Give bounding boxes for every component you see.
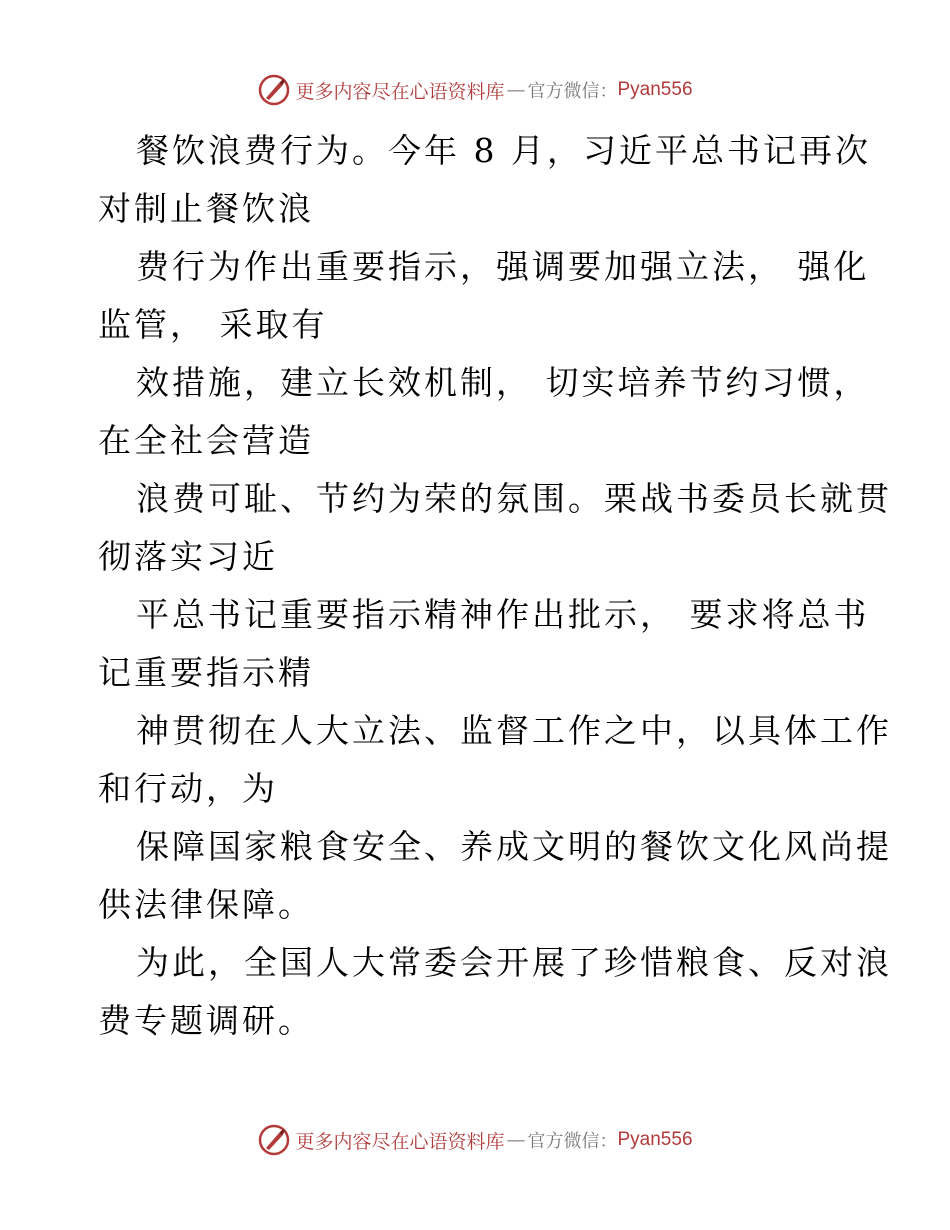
- body-line: 和行动，为: [98, 769, 278, 808]
- body-line: 费行为作出重要指示，强调要加强立法， 强化: [136, 247, 870, 286]
- banner-text: 更多内容尽在心语资料库: [295, 1130, 505, 1153]
- body-line: 平总书记重要指示精神作出批示， 要求将总书: [136, 595, 870, 634]
- banner-wechat-label: 官方微信：: [527, 1131, 618, 1152]
- body-line: 监管， 采取有: [98, 305, 328, 344]
- body-line: 供法律保障。: [98, 885, 314, 924]
- body-line: 保障国家粮食安全、养成文明的餐饮文化风尚提: [136, 827, 892, 866]
- body-line: 餐饮浪费行为。今年 8 月，习近平总书记再次: [136, 131, 871, 170]
- body-line: 在全社会营造: [98, 421, 314, 460]
- banner-separator: —: [506, 1129, 526, 1151]
- banner-wechat-id: Pyan556: [617, 1129, 693, 1150]
- header-banner: [0, 70, 950, 110]
- pen-logo-icon: [257, 73, 291, 107]
- body-line: 效措施，建立长效机制， 切实培养节约习惯，: [136, 363, 870, 402]
- banner-wechat-label: 官方微信：: [527, 81, 618, 102]
- footer-banner: [0, 1120, 950, 1160]
- body-line: 费专题调研。: [98, 1001, 314, 1040]
- document-body: [98, 122, 892, 1050]
- banner-separator: —: [506, 79, 526, 101]
- banner-wechat-id: Pyan556: [617, 79, 693, 100]
- body-line: 浪费可耻、节约为荣的氛围。栗战书委员长就贯: [136, 479, 892, 518]
- body-line: 对制止餐饮浪: [98, 189, 314, 228]
- body-line: 记重要指示精: [98, 653, 314, 692]
- pen-logo-icon: [257, 1123, 291, 1157]
- body-line: 彻落实习近: [98, 537, 278, 576]
- body-line: 神贯彻在人大立法、监督工作之中，以具体工作: [136, 711, 892, 750]
- banner-text: 更多内容尽在心语资料库: [295, 80, 505, 103]
- body-line: 为此，全国人大常委会开展了珍惜粮食、反对浪: [136, 943, 892, 982]
